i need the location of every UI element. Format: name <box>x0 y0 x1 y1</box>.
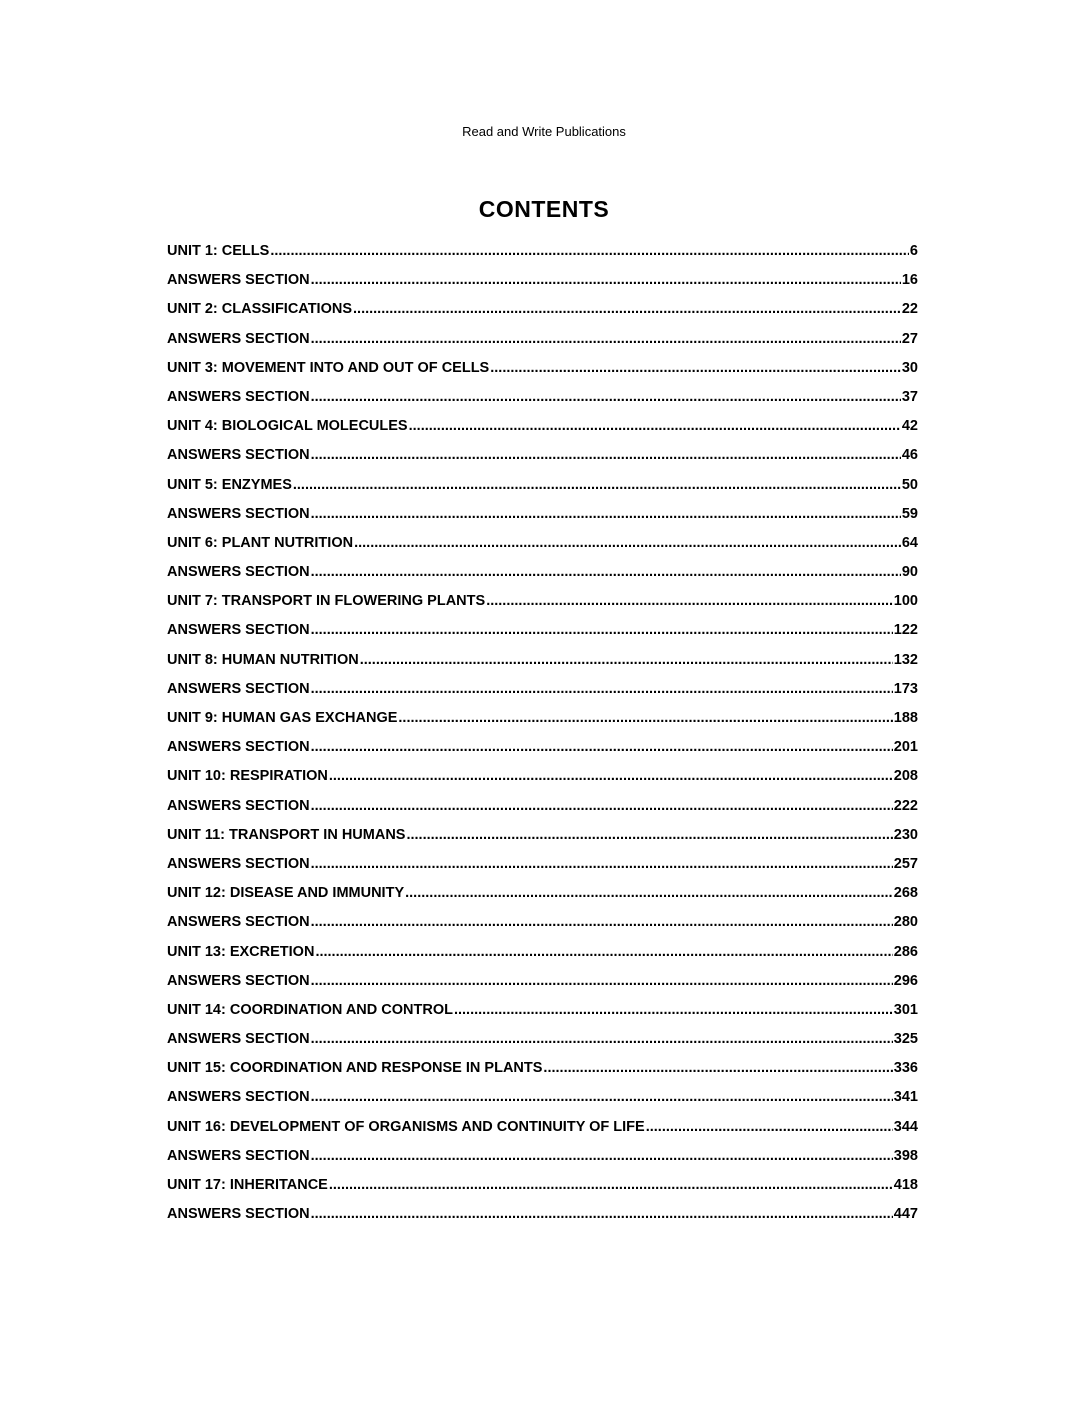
toc-entry[interactable] <box>167 938 918 967</box>
toc-leader-dots <box>486 587 893 616</box>
toc-entry-label: UNIT 5: ENZYMES <box>167 476 292 493</box>
toc-entry-page: 286 <box>893 943 918 960</box>
toc-leader-dots <box>311 441 901 470</box>
toc-leader-dots <box>311 1025 893 1054</box>
toc-entry[interactable] <box>167 967 918 996</box>
toc-entry[interactable] <box>167 646 918 675</box>
toc-entry[interactable] <box>167 704 918 733</box>
toc-entry-label: UNIT 4: BIOLOGICAL MOLECULES <box>167 418 408 435</box>
toc-entry-label: ANSWERS SECTION <box>167 1147 310 1164</box>
toc-leader-dots <box>311 967 893 996</box>
toc-entry-page: 201 <box>893 739 918 756</box>
toc-entry-page: 100 <box>893 593 918 610</box>
toc-leader-dots <box>354 529 901 558</box>
toc-entry[interactable] <box>167 1054 918 1083</box>
toc-entry[interactable] <box>167 412 918 441</box>
toc-entry[interactable] <box>167 1113 918 1142</box>
toc-entry-page: 22 <box>901 301 918 318</box>
toc-entry-label: ANSWERS SECTION <box>167 914 310 931</box>
toc-entry-label: ANSWERS SECTION <box>167 797 310 814</box>
toc-entry-page: 447 <box>893 1206 918 1223</box>
toc-entry[interactable] <box>167 266 918 295</box>
toc-entry-page: 59 <box>901 505 918 522</box>
toc-entry-page: 208 <box>893 768 918 785</box>
toc-entry-label: ANSWERS SECTION <box>167 447 310 464</box>
toc-entry-page: 301 <box>893 1001 918 1018</box>
toc-entry-label: UNIT 1: CELLS <box>167 243 270 259</box>
toc-leader-dots <box>311 1142 893 1171</box>
toc-entry[interactable] <box>167 792 918 821</box>
toc-entry[interactable] <box>167 354 918 383</box>
toc-entry-page: 398 <box>893 1147 918 1164</box>
toc-entry[interactable] <box>167 471 918 500</box>
toc-entry-label: UNIT 2: CLASSIFICATIONS <box>167 301 353 318</box>
toc-entry-label: UNIT 13: EXCRETION <box>167 943 315 960</box>
toc-entry-label: UNIT 14: COORDINATION AND CONTROL <box>167 1001 453 1018</box>
toc-entry-label: ANSWERS SECTION <box>167 855 310 872</box>
toc-entry-label: ANSWERS SECTION <box>167 388 310 405</box>
toc-entry[interactable] <box>167 1025 918 1054</box>
toc-entry[interactable] <box>167 295 918 324</box>
toc-entry-page: 418 <box>893 1177 918 1193</box>
toc-entry-page: 42 <box>901 418 918 435</box>
toc-entry-label: ANSWERS SECTION <box>167 622 310 639</box>
toc-entry-page: 6 <box>909 243 918 259</box>
toc-entry-label: UNIT 11: TRANSPORT IN HUMANS <box>167 826 406 843</box>
toc-entry-label: UNIT 17: INHERITANCE <box>167 1177 328 1193</box>
toc-entry[interactable] <box>167 237 918 266</box>
toc-entry[interactable] <box>167 762 918 791</box>
toc-leader-dots <box>311 908 893 937</box>
toc-entry-page: 90 <box>901 564 918 581</box>
toc-leader-dots <box>329 762 893 791</box>
toc-entry-label: ANSWERS SECTION <box>167 1031 310 1048</box>
toc-entry-page: 336 <box>893 1060 918 1077</box>
toc-leader-dots <box>311 792 893 821</box>
toc-entry[interactable] <box>167 1142 918 1171</box>
toc-leader-dots <box>409 412 901 441</box>
toc-entry-page: 222 <box>893 797 918 814</box>
toc-entry-label: ANSWERS SECTION <box>167 739 310 756</box>
toc-leader-dots <box>311 325 901 354</box>
toc-entry[interactable] <box>167 996 918 1025</box>
toc-entry-label: ANSWERS SECTION <box>167 505 310 522</box>
toc-entry-page: 188 <box>893 710 918 726</box>
toc-leader-dots <box>406 821 892 850</box>
running-header: Read and Write Publications <box>462 124 626 139</box>
toc-leader-dots <box>311 616 893 645</box>
toc-entry-label: ANSWERS SECTION <box>167 272 310 289</box>
toc-entry-label: UNIT 12: DISEASE AND IMMUNITY <box>167 885 405 902</box>
toc-leader-dots <box>311 266 901 295</box>
toc-entry-label: UNIT 8: HUMAN NUTRITION <box>167 651 359 668</box>
toc-leader-dots <box>360 646 893 675</box>
toc-entry-label: ANSWERS SECTION <box>167 680 310 697</box>
toc-entry-label: UNIT 3: MOVEMENT INTO AND OUT OF CELLS <box>167 359 490 376</box>
toc-leader-dots <box>270 237 909 266</box>
toc-entry-label: UNIT 15: COORDINATION AND RESPONSE IN PLANTS <box>167 1060 543 1077</box>
toc-leader-dots <box>454 996 893 1025</box>
toc-entry[interactable] <box>167 675 918 704</box>
toc-entry-page: 173 <box>893 680 918 697</box>
toc-entry-page: 122 <box>893 622 918 639</box>
toc-entry-page: 37 <box>901 388 918 405</box>
toc-leader-dots <box>543 1054 892 1083</box>
toc-leader-dots <box>405 879 893 908</box>
toc-leader-dots <box>311 675 893 704</box>
toc-entry-page: 344 <box>893 1118 918 1135</box>
toc-entry-label: ANSWERS SECTION <box>167 972 310 989</box>
toc-entry[interactable] <box>167 850 918 879</box>
toc-leader-dots <box>311 1083 893 1112</box>
toc-leader-dots <box>311 558 901 587</box>
toc-entry-page: 30 <box>901 359 918 376</box>
toc-entry-page: 280 <box>893 914 918 931</box>
toc-entry-page: 296 <box>893 972 918 989</box>
toc-entry-label: ANSWERS SECTION <box>167 1089 310 1106</box>
toc-leader-dots <box>315 938 892 967</box>
toc-entry[interactable] <box>167 733 918 762</box>
toc-entry-label: UNIT 9: HUMAN GAS EXCHANGE <box>167 710 398 726</box>
toc-entry-page: 230 <box>893 826 918 843</box>
toc-entry[interactable] <box>167 529 918 558</box>
toc-entry[interactable] <box>167 1200 918 1229</box>
toc-entry[interactable] <box>167 500 918 529</box>
toc-leader-dots <box>293 471 901 500</box>
toc-entry[interactable] <box>167 383 918 412</box>
toc-entry-label: UNIT 6: PLANT NUTRITION <box>167 534 354 551</box>
toc-entry[interactable] <box>167 325 918 354</box>
toc-entry-page: 46 <box>901 447 918 464</box>
toc-entry[interactable] <box>167 879 918 908</box>
toc-leader-dots <box>329 1171 893 1200</box>
toc-entry-page: 341 <box>893 1089 918 1106</box>
toc-entry-page: 50 <box>901 476 918 493</box>
table-of-contents <box>167 237 918 1229</box>
toc-entry[interactable] <box>167 1171 918 1200</box>
toc-leader-dots <box>311 500 901 529</box>
toc-entry-page: 257 <box>893 855 918 872</box>
toc-entry-page: 268 <box>893 885 918 902</box>
toc-entry-page: 64 <box>901 534 918 551</box>
toc-leader-dots <box>311 850 893 879</box>
toc-entry[interactable] <box>167 616 918 645</box>
toc-entry-page: 325 <box>893 1031 918 1048</box>
toc-entry[interactable] <box>167 821 918 850</box>
toc-entry[interactable] <box>167 908 918 937</box>
toc-leader-dots <box>311 733 893 762</box>
toc-leader-dots <box>490 354 901 383</box>
toc-entry-label: ANSWERS SECTION <box>167 1206 310 1223</box>
toc-leader-dots <box>646 1113 893 1142</box>
toc-entry[interactable] <box>167 587 918 616</box>
toc-entry[interactable] <box>167 1083 918 1112</box>
page-title: CONTENTS <box>478 196 610 222</box>
toc-entry-page: 27 <box>901 330 918 347</box>
toc-entry-label: ANSWERS SECTION <box>167 564 310 581</box>
toc-entry[interactable] <box>167 558 918 587</box>
toc-leader-dots <box>311 383 901 412</box>
toc-leader-dots <box>398 704 892 733</box>
toc-entry-page: 16 <box>901 272 918 289</box>
toc-entry-label: ANSWERS SECTION <box>167 330 310 347</box>
toc-entry-label: UNIT 7: TRANSPORT IN FLOWERING PLANTS <box>167 593 486 610</box>
toc-entry-label: UNIT 16: DEVELOPMENT OF ORGANISMS AND CONTINUITY OF LIFE <box>167 1118 645 1135</box>
toc-entry-label: UNIT 10: RESPIRATION <box>167 768 328 785</box>
toc-leader-dots <box>311 1200 893 1229</box>
toc-entry[interactable] <box>167 441 918 470</box>
toc-leader-dots <box>353 295 901 324</box>
toc-entry-page: 132 <box>893 651 918 668</box>
